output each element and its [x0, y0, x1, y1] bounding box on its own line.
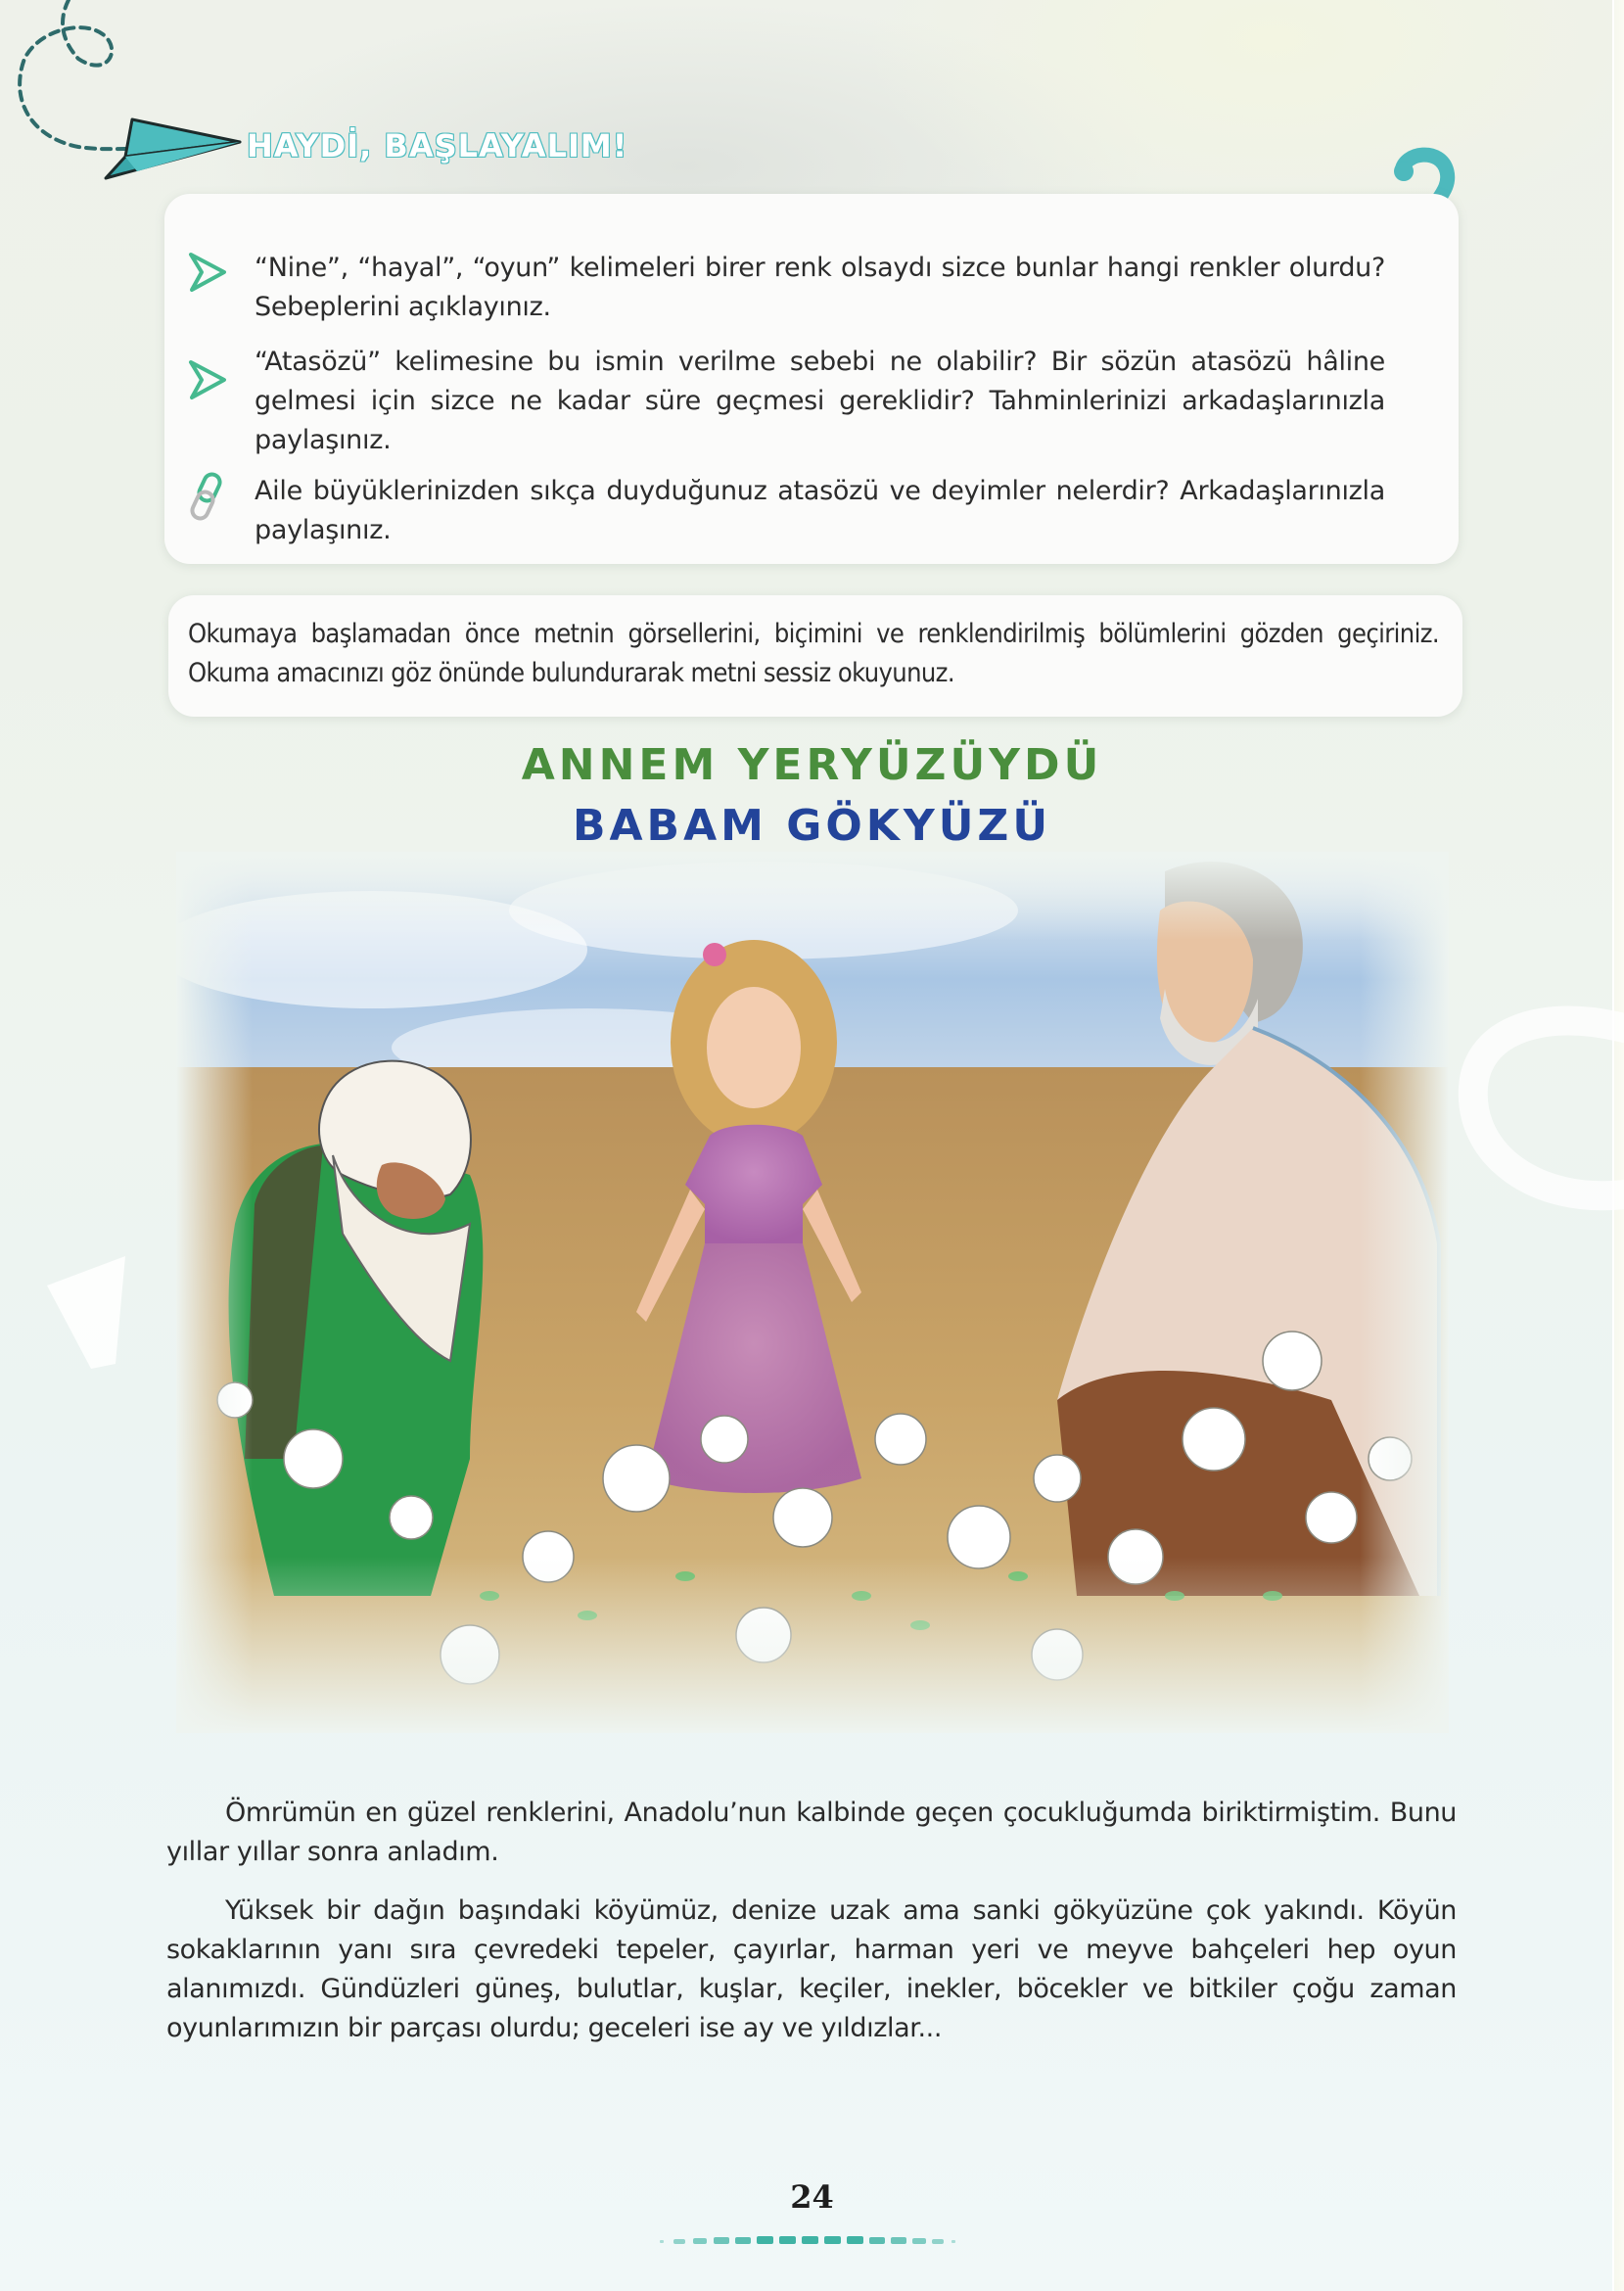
paper-plane-icon [0, 0, 685, 196]
family-cotton-field-illustration [176, 852, 1449, 1733]
warmup-questions-card [164, 194, 1459, 564]
decorative-swirl-icon [1419, 969, 1624, 1263]
story-text [166, 1794, 1457, 2068]
arrow-marker-icon [186, 358, 229, 401]
arrow-marker-icon [186, 251, 229, 294]
page-number: 24 [790, 2178, 834, 2216]
question-text: “Nine”, “hayal”, “oyun” kelimeleri birer renk olsaydı sizce bunlar hangi renkler olurdu? Sebeplerini açıklayınız. [255, 253, 1385, 322]
story-title-line-1: ANNEM YERYÜZÜYDÜ [521, 740, 1103, 790]
section-title: HAYDİ, BAŞLAYALIM! [247, 127, 628, 164]
story-paragraph: Yüksek bir dağın başındaki köyümüz, denize uzak ama sanki gökyüzüne çok yakındı. Köyün sokaklarının yanı sıra çevredeki tepeler, çayırlar, harman yeri ve meyve bahçeleri hep oyun alanımızdı. Gündüzleri güneş, bulutlar, kuşlar, keçiler, inekler, böcekler ve bitkiler çoğu zaman oyunlarımızın bir parçası olurdu; geceleri ise ay ve yıldızlar... [166, 1895, 1457, 2043]
question-text: “Atasözü” kelimesine bu ismin verilme sebebi ne olabilir? Bir sözün atasözü hâline gelmesi için sizce ne kadar süre geçmesi gereklidir? Tahminlerinizi arkadaşlarınızla paylaşınız. [255, 347, 1385, 455]
decorative-brush-stroke-icon [47, 1256, 125, 1374]
question-text: Aile büyüklerinizden sıkça duyduğunuz atasözü ve deyimler nelerdir? Arkadaşlarınızla paylaşınız. [255, 476, 1385, 545]
page-number-dashed-rule [660, 2235, 963, 2247]
story-illustration [176, 852, 1449, 1733]
reading-instructions-card [168, 595, 1462, 717]
chain-link-icon [186, 472, 229, 523]
story-title-line-2: BABAM GÖKYÜZÜ [572, 801, 1052, 851]
story-paragraph: Ömrümün en güzel renklerini, Anadolu’nun kalbinde geçen çocukluğumda biriktirmiştim. Bunu yıllar yıllar sonra anladım. [166, 1798, 1457, 1867]
section-header [0, 0, 685, 196]
instructions-text: Okumaya başlamadan önce metnin görsellerini, biçimini ve renklendirilmiş bölümlerini gözden geçiriniz. Okuma amacınızı göz önünde bulundurarak metni sessiz okuyunuz. [188, 619, 1439, 688]
